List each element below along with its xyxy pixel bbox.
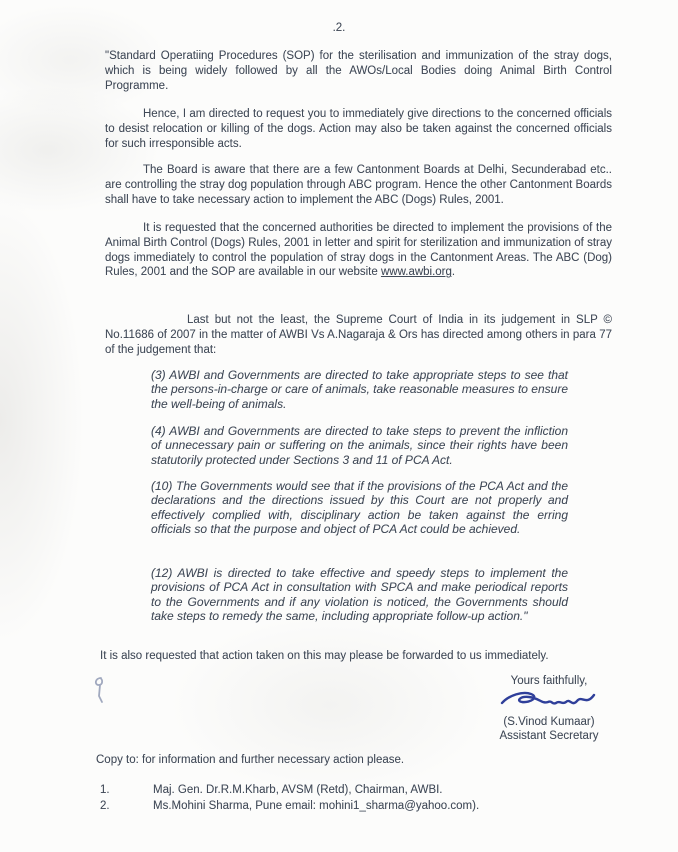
awbi-website-link: www.awbi.org xyxy=(380,266,452,279)
paragraph-abc-rules-text: It is requested that the concerned authorities be directed to implement the provisions of the Animal Birth Control (Dogs) Rules, 2001 in letter and spirit for sterilization and immunization of stray dogs immediately to control the population of stray dogs in the Cantonment Areas. The ABC (Dog) Rules, 2001 and the SOP are available in our website xyxy=(105,222,612,279)
quote-para-10: (10) The Governments would see that if the provisions of the PCA Act and the declarations and the directions issued by this Court are not properly and effectively complied with, disciplinary action be taken against the erring officials so that the purpose and object of PCA Act could be achieved. xyxy=(151,479,568,537)
quote-para-3: (3) AWBI and Governments are directed to take appropriate steps to see that the persons-in-charge or care of animals, take reasonable measures to ensure the well-being of animals. xyxy=(151,368,568,411)
paragraph-hence-directions: Hence, I am directed to request you to immediately give directions to the concerned officials to desist relocation or killing of the dogs. Action may also be taken against the concerned officials for such irresponsible acts. xyxy=(105,108,612,150)
copy-to-heading: Copy to: for information and further necessary action please. xyxy=(96,754,405,766)
signatory-title: Assistant Secretary xyxy=(499,730,599,742)
copy-item-number: 2. xyxy=(100,800,110,813)
copy-to-list xyxy=(100,782,612,814)
page-number: .2. xyxy=(332,22,346,34)
paragraph-abc-rules-period: . xyxy=(451,266,456,279)
closing-line: It is also requested that action taken on this may please be forwarded to us immediately. xyxy=(100,650,549,662)
paragraph-sop: "Standard Operatiing Procedures (SOP) for the sterilisation and immunization of the stray dogs, which is being widely followed by all the AWOs/Local Bodies doing Animal Birth Control Programme. xyxy=(105,50,612,92)
paragraph-supreme-court: Last but not the least, the Supreme Court of India in its judgement in SLP © No.11686 of 2007 in the matter of AWBI Vs A.Nagaraja & Ors has directed among others in para 77 of the judgement that: xyxy=(105,314,612,356)
copy-item-text: Maj. Gen. Dr.R.M.Kharb, AVSM (Retd), Chairman, AWBI. xyxy=(153,784,443,796)
copy-item xyxy=(100,782,612,798)
signature-ink-icon xyxy=(484,687,614,717)
copy-item xyxy=(100,798,612,814)
paragraph-abc-rules-request xyxy=(105,221,612,280)
signature-salutation: Yours faithfully, xyxy=(510,675,588,687)
pen-mark-icon xyxy=(90,674,112,713)
copy-item-text: Ms.Mohini Sharma, Pune email: mohini1_sharma@yahoo.com). xyxy=(153,800,480,813)
copy-item-number: 1. xyxy=(100,784,110,796)
paragraph-cantonment-boards: The Board is aware that there are a few Cantonment Boards at Delhi, Secunderabad etc.. are controlling the stray dog population through ABC program. Hence the other Cantonment Boards shall have to take necessary action to implement the ABC (Dogs) Rules, 2001. xyxy=(105,164,612,206)
quote-para-4: (4) AWBI and Governments are directed to take steps to prevent the infliction of unnecessary pain or suffering on the animals, since their rights have been statutorily protected under Sections 3 and 11 of PCA Act. xyxy=(151,424,568,467)
signatory-name: (S.Vinod Kumaar) xyxy=(503,716,595,728)
quote-para-12: (12) AWBI is directed to take effective and speedy steps to implement the provisions of PCA Act in consultation with SPCA and make periodical reports to the Governments and if any violation is noticed, the Governments should take steps to remedy the same, including appropriate follow-up action." xyxy=(151,566,568,624)
signature-block xyxy=(484,674,614,743)
